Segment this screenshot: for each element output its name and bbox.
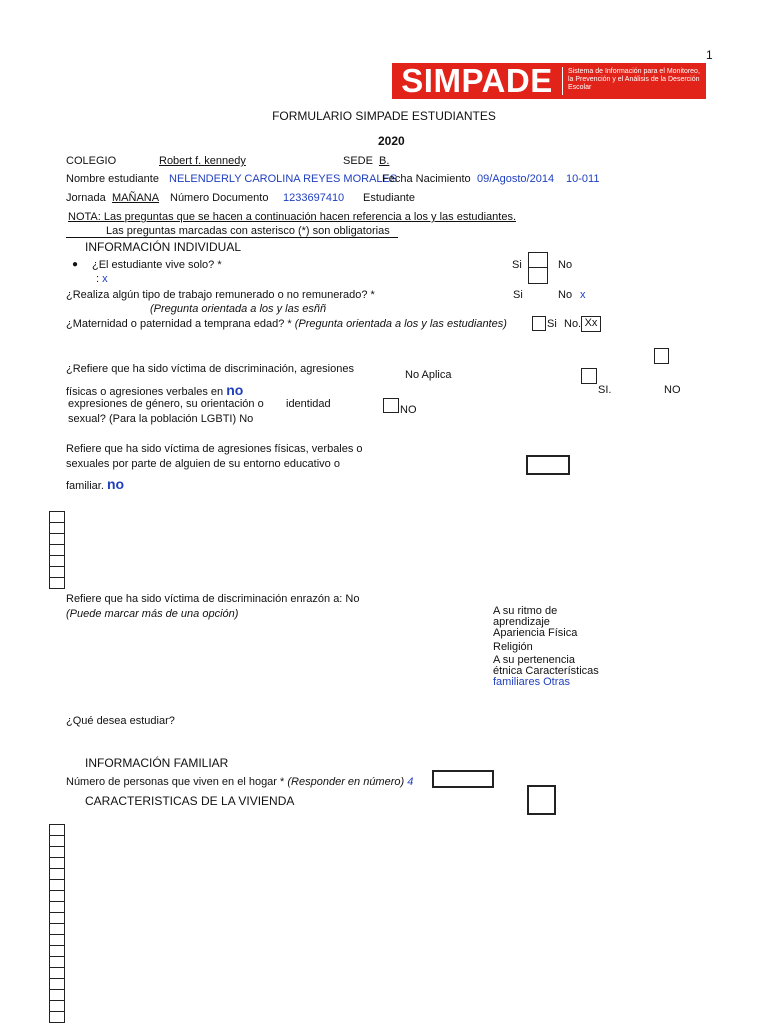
q5-line-1: Refiere que ha sido víctima de agresiones físicas, verbales o <box>66 443 363 455</box>
q4-line-3: expresiones de género, su orientación o <box>68 398 264 410</box>
familiar-q1-note: (Responder en número) <box>287 776 405 788</box>
q4-si-label: SI. <box>598 384 612 396</box>
q5-line-3: familiar. <box>66 480 104 492</box>
option-checkbox[interactable] <box>50 847 64 858</box>
option-checkbox[interactable] <box>50 924 64 935</box>
bullet-icon: ● <box>72 259 79 270</box>
nota-line-2: Las preguntas marcadas con asterisco (*) son obligatorias <box>66 225 398 238</box>
q4-no-checkbox[interactable] <box>383 398 399 413</box>
q7-text: ¿Qué desea estudiar? <box>66 715 175 727</box>
q4-line-1: ¿Refiere que ha sido víctima de discriminación, agresiones <box>66 363 354 375</box>
q2-si-label: Si <box>513 289 523 301</box>
option-checkbox-column-2[interactable] <box>49 824 65 1023</box>
q4-line-2: físicas o agresiones verbales en <box>66 386 224 398</box>
option-checkbox[interactable] <box>50 913 64 924</box>
q4-no-box-label: NO <box>400 404 417 416</box>
q4-line-3b: identidad <box>286 398 331 410</box>
option-checkbox[interactable] <box>50 990 64 1001</box>
logo-divider <box>562 67 563 95</box>
q6-option-5: étnica Características <box>493 665 599 677</box>
q3-no-checkbox[interactable]: Xx <box>581 316 601 332</box>
logo-tagline: Sistema de Información para el Monitoreo, la Prevención y el Análisis de la Deserción Escolar <box>568 68 700 91</box>
jornada-value: MAÑANA <box>112 192 160 204</box>
option-checkbox[interactable] <box>50 858 64 869</box>
q6-option-3: Religión <box>493 641 533 653</box>
option-checkbox[interactable] <box>50 968 64 979</box>
q3-no-label: No. <box>564 318 582 330</box>
q4-answer: no <box>226 382 244 398</box>
nombre-value: NELENDERLY CAROLINA REYES MORALES <box>169 173 398 185</box>
option-checkbox[interactable] <box>50 545 64 556</box>
q6-note: (Puede marcar más de una opción) <box>66 608 239 620</box>
familiar-q1-answer-box[interactable] <box>432 770 494 788</box>
q4-si-checkbox[interactable] <box>581 368 597 384</box>
nombre-label: Nombre estudiante <box>66 173 159 185</box>
q1-si-label: Si <box>512 259 522 271</box>
option-checkbox-column-1[interactable] <box>49 511 65 589</box>
option-checkbox[interactable] <box>50 1001 64 1012</box>
vivienda-checkbox[interactable] <box>527 785 556 815</box>
page-number: 1 <box>706 48 713 62</box>
colegio-label: COLEGIO <box>66 155 117 167</box>
q6-text: Refiere que ha sido víctima de discriminación enrazón a: No <box>66 593 360 605</box>
fecha-value: 09/Agosto/2014 <box>477 173 555 185</box>
q1-answer: x <box>102 273 108 285</box>
option-checkbox[interactable] <box>50 578 64 588</box>
q3-text: ¿Maternidad o paternidad a temprana edad? * <box>66 318 292 330</box>
q2-note: (Pregunta orientada a los y las esññ <box>150 303 327 315</box>
option-checkbox[interactable] <box>50 957 64 968</box>
grupo-value: 10-011 <box>566 173 600 185</box>
option-checkbox[interactable] <box>50 946 64 957</box>
jornada-label: Jornada <box>66 192 106 204</box>
option-checkbox[interactable] <box>50 534 64 545</box>
q4-line-4: sexual? (Para la población LGBTI) No <box>68 413 254 425</box>
form-title: FORMULARIO SIMPADE ESTUDIANTES <box>272 109 496 123</box>
option-checkbox[interactable] <box>50 902 64 913</box>
familiar-q1-answer: 4 <box>407 776 414 788</box>
q6-option-1a: A su ritmo de <box>493 605 558 617</box>
q1-text: ¿El estudiante vive solo? * <box>92 259 222 271</box>
form-year: 2020 <box>378 134 405 148</box>
option-checkbox[interactable] <box>50 935 64 946</box>
q4-no-aplica-checkbox[interactable] <box>654 348 669 364</box>
q4-no-aplica-label: No Aplica <box>405 369 452 381</box>
q2-answer: x <box>580 289 586 301</box>
q6-option-1b: aprendizaje <box>493 616 550 628</box>
q3-si-label: Si <box>547 318 557 330</box>
option-checkbox[interactable] <box>50 556 64 567</box>
logo-word: SIMPADE <box>401 62 553 99</box>
option-checkbox[interactable] <box>50 512 64 523</box>
nota-line-1: NOTA: Las preguntas que se hacen a continuación hacen referencia a los y las estudiantes. <box>68 211 517 223</box>
q3-note: (Pregunta orientada a los y las estudiantes) <box>294 318 507 330</box>
familiar-heading: INFORMACIÓN FAMILIAR <box>85 756 229 770</box>
q1-answer-prefix: : <box>96 273 103 285</box>
option-checkbox[interactable] <box>50 979 64 990</box>
fecha-label: Fecha Nacimiento <box>382 173 471 185</box>
q1-si-checkbox[interactable] <box>528 252 548 284</box>
q5-answer-box[interactable] <box>526 455 570 475</box>
q5-line-2: sexuales por parte de alguien de su entorno educativo o <box>66 458 340 470</box>
option-checkbox[interactable] <box>50 523 64 534</box>
option-checkbox[interactable] <box>50 891 64 902</box>
q2-no-label: No <box>558 289 573 301</box>
q4-no-label: NO <box>664 384 681 396</box>
documento-value: 1233697410 <box>283 192 345 204</box>
sede-label: SEDE <box>343 155 373 167</box>
q5-answer: no <box>106 476 125 492</box>
vivienda-heading: CARACTERISTICAS DE LA VIVIENDA <box>85 794 295 808</box>
option-checkbox[interactable] <box>50 880 64 891</box>
q2-text: ¿Realiza algún tipo de trabajo remunerado o no remunerado? * <box>66 289 375 301</box>
individual-heading: INFORMACIÓN INDIVIDUAL <box>85 240 242 254</box>
option-checkbox[interactable] <box>50 825 64 836</box>
q1-no-label: No <box>558 259 573 271</box>
estudiante-label: Estudiante <box>363 192 415 204</box>
option-checkbox[interactable] <box>50 836 64 847</box>
option-checkbox[interactable] <box>50 567 64 578</box>
q3-si-checkbox[interactable] <box>532 316 546 331</box>
documento-label: Número Documento <box>170 192 269 204</box>
sede-value: B. <box>379 155 390 167</box>
colegio-value: Robert f. kennedy <box>159 155 246 167</box>
option-checkbox[interactable] <box>50 1012 64 1022</box>
familiar-q1-text: Número de personas que viven en el hogar * <box>66 776 285 788</box>
option-checkbox[interactable] <box>50 869 64 880</box>
simpade-logo <box>392 63 706 99</box>
q6-option-6: familiares Otras <box>493 676 571 688</box>
q6-option-4: A su pertenencia <box>493 654 575 666</box>
q6-option-2: Apariencia Física <box>493 627 578 639</box>
